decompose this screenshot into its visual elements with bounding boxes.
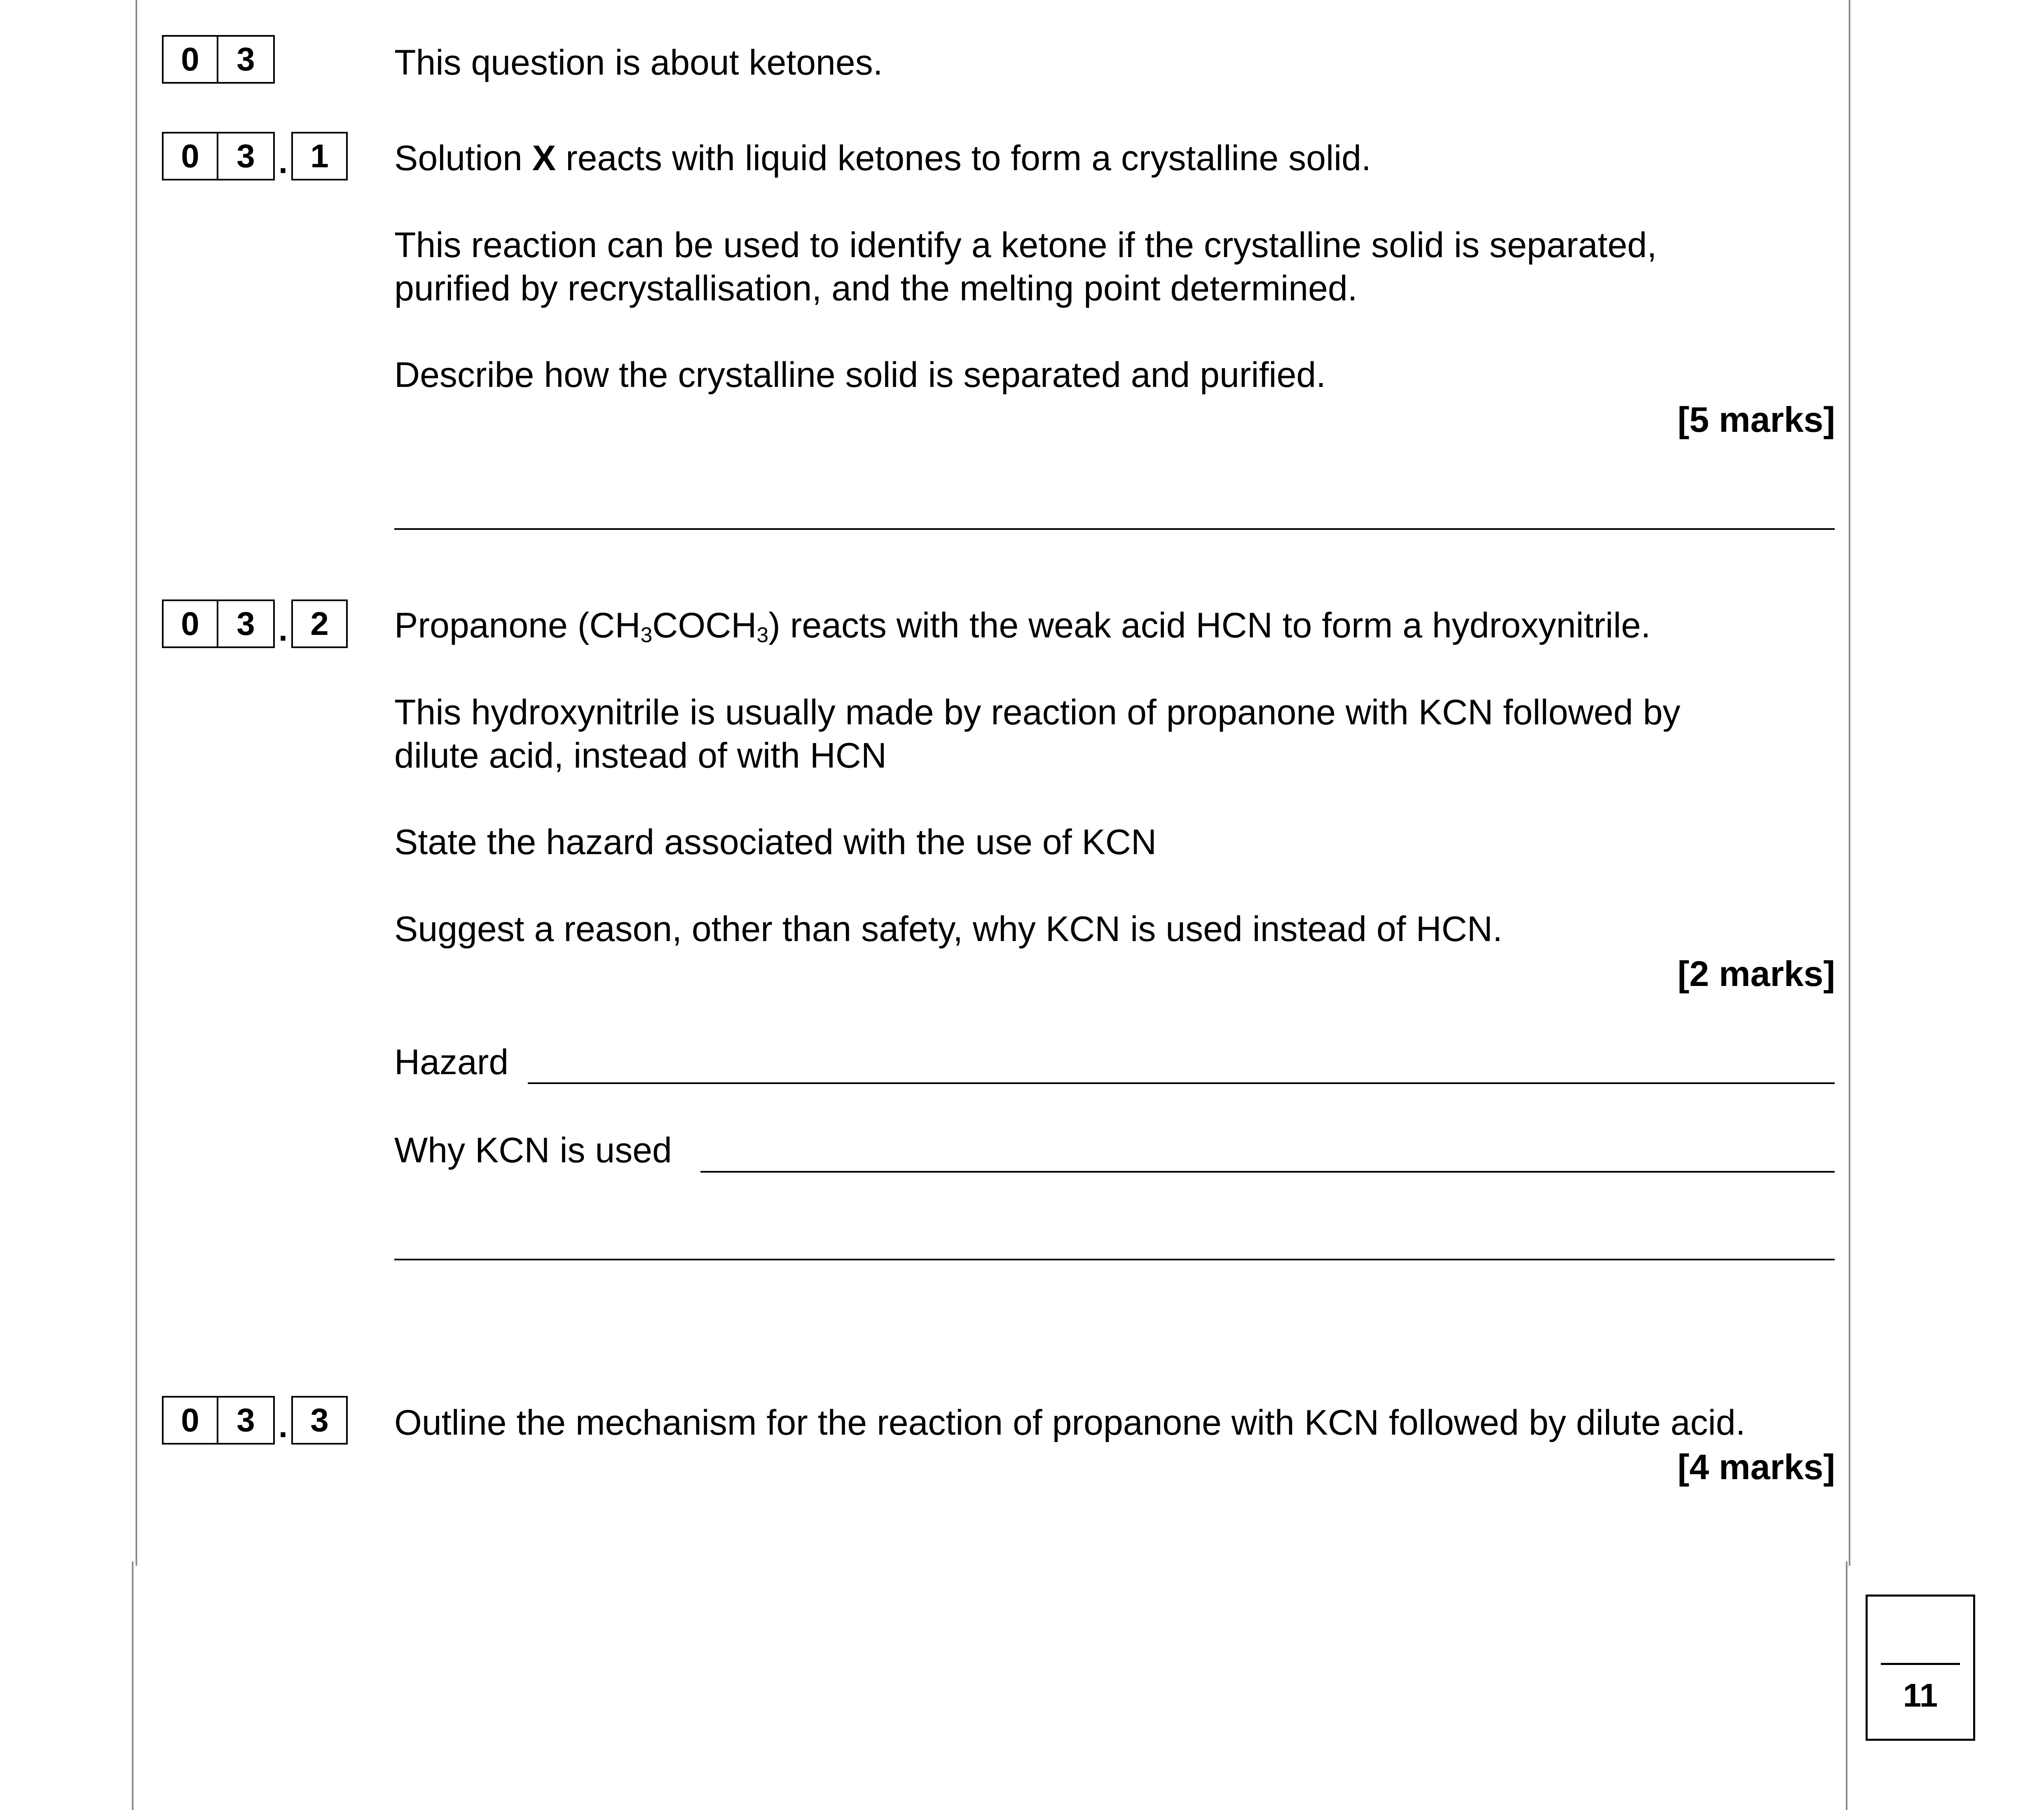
part1-line1-post: reacts with liquid ketones to form a crystalline solid. [556,138,1371,178]
digit-box: 2 [291,599,348,648]
hazard-label: Hazard [394,1042,509,1082]
digit-box: 3 [291,1396,348,1445]
text-fragment: ) reacts with the weak acid HCN to form a hydroxynitrile. [768,606,1651,645]
text-fragment: Propanone (CH [394,606,641,645]
part2-marks: [2 marks] [1677,954,1835,994]
part1-instruction: Describe how the crystalline solid is separated and purified. [394,355,1326,395]
left-margin-line-lower [132,1562,133,1810]
part2-para2-line1: This hydroxynitrile is usually made by reaction of propanone with KCN followed by [394,693,1681,732]
part1-marks: [5 marks] [1677,400,1835,440]
right-margin-line-lower [1846,1562,1847,1810]
hazard-answer-line[interactable] [528,1082,1835,1084]
part3-marks: [4 marks] [1677,1447,1835,1487]
question-number-03-2 [162,599,348,648]
part1-line1 [394,137,1371,180]
tally-total: 11 [1903,1677,1938,1714]
why-kcn-label: Why KCN is used [394,1131,672,1170]
part2-instruction1: State the hazard associated with the use of KCN [394,822,1157,862]
question-number-03 [162,35,275,84]
why-kcn-answer-line[interactable] [700,1171,1835,1173]
digit-box: 3 [218,599,275,648]
question-intro: This question is about ketones. [394,43,883,82]
digit-box: 0 [162,35,218,84]
number-separator: . [278,611,288,648]
part2-line1 [394,604,1651,647]
text-fragment: COCH [652,606,757,645]
digit-box: 1 [291,132,348,180]
digit-box: 0 [162,1396,218,1445]
subscript: 3 [756,623,769,647]
digit-box: 3 [218,132,275,180]
solution-x: X [532,138,556,178]
digit-box: 3 [218,1396,275,1445]
part3-instruction: Outline the mechanism for the reaction of propanone with KCN followed by dilute acid. [394,1403,1746,1442]
answer-line[interactable] [394,528,1835,530]
part2-instruction2: Suggest a reason, other than safety, why KCN is used instead of HCN. [394,909,1503,949]
question-number-03-3 [162,1396,348,1445]
digit-box: 0 [162,132,218,180]
part1-para2-line1: This reaction can be used to identify a ketone if the crystalline solid is separated, [394,225,1657,265]
part2-para2-line2: dilute acid, instead of with HCN [394,736,887,775]
tally-divider [1881,1663,1960,1665]
part1-para2-line2: purified by recrystallisation, and the melting point determined. [394,269,1358,308]
answer-line[interactable] [394,1259,1835,1260]
question-number-03-1 [162,132,348,180]
number-separator: . [278,1407,288,1444]
subscript: 3 [640,623,653,647]
right-margin-line-upper [1849,0,1850,1566]
part1-line1-pre: Solution [394,138,532,178]
digit-box: 0 [162,599,218,648]
mark-tally-box [1866,1595,1975,1741]
left-margin-line-upper [136,0,137,1566]
digit-box: 3 [218,35,275,84]
number-separator: . [278,143,288,180]
